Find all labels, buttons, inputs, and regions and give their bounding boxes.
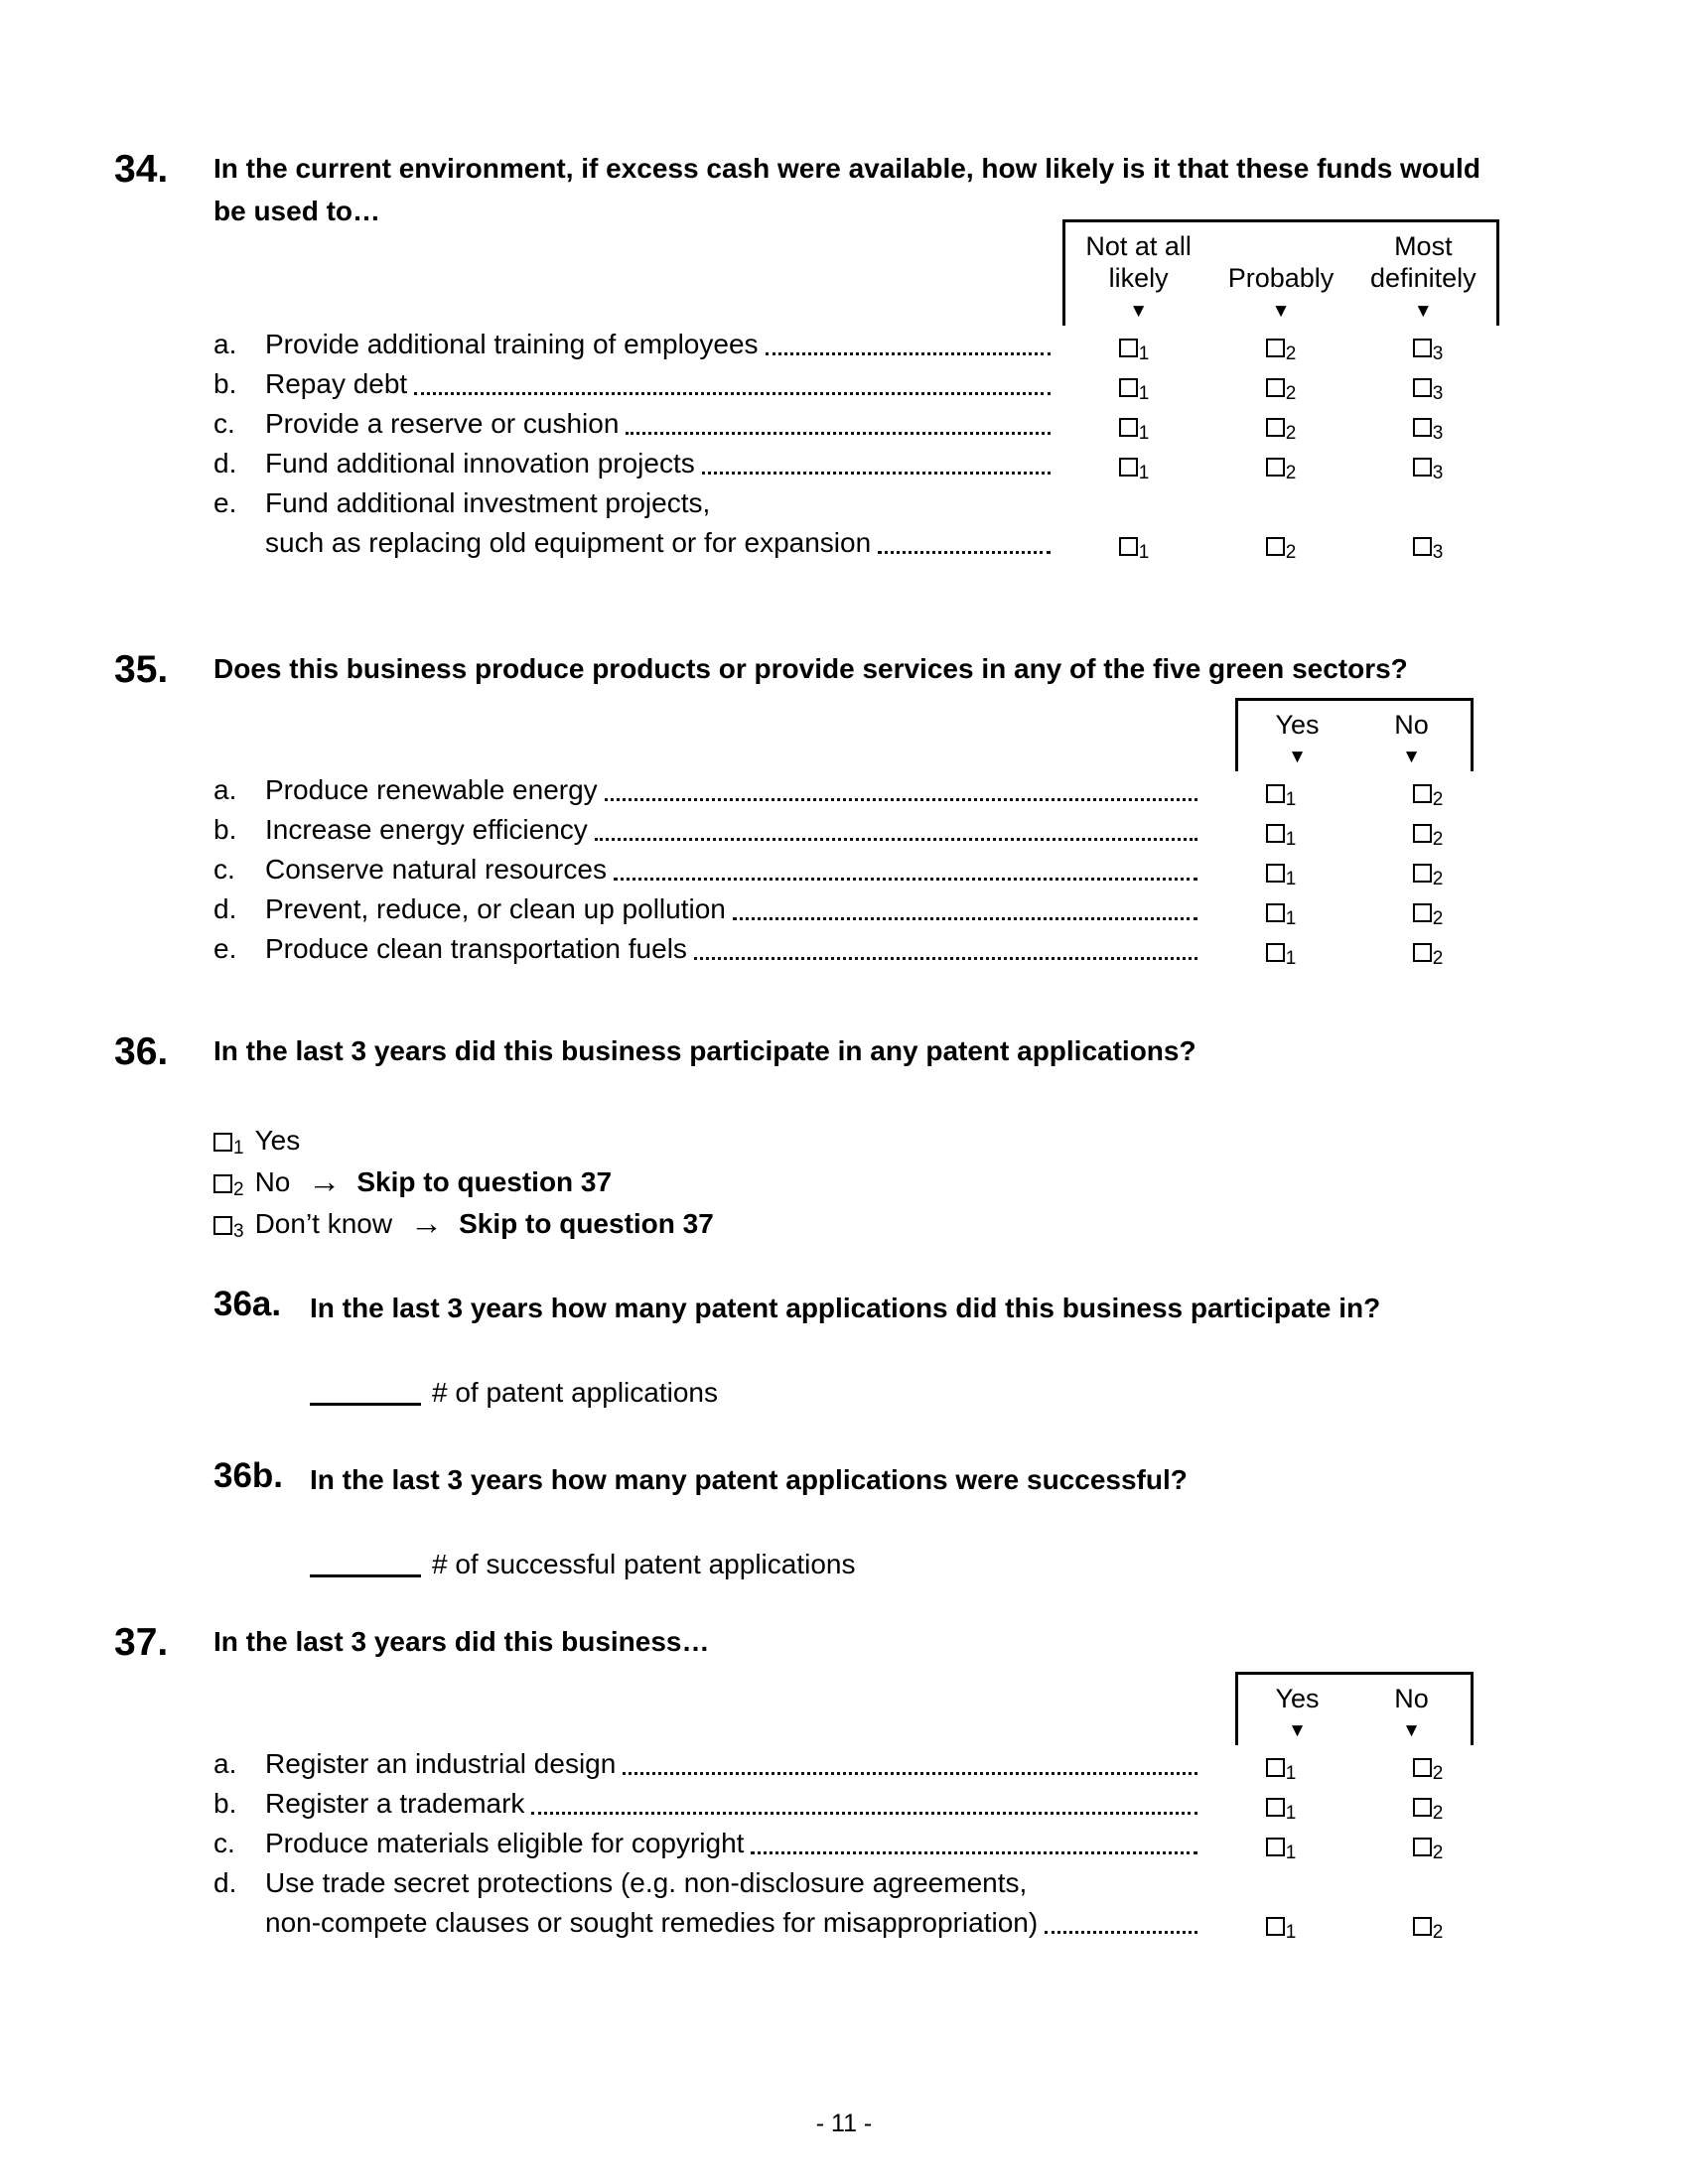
item-letter: e. [213,486,237,518]
checkbox-subscript: 1 [1285,1802,1297,1824]
checkbox-subscript: 2 [1285,422,1297,444]
checkbox-subscript: 2 [1432,1842,1444,1863]
column-header-label: Not at all likely [1085,230,1192,294]
item-text: Provide additional training of employees [265,328,759,359]
matrix-row-continuation [213,524,1501,564]
question-36 [114,1029,1501,1241]
item-text: Register an industrial design [265,1747,617,1779]
checkbox[interactable] [1266,1838,1297,1863]
checkbox-subscript: 3 [1432,422,1444,444]
checkbox-cell [1207,903,1354,929]
matrix-row [213,326,1501,365]
checkbox-cell [1207,824,1354,850]
matrix-row [213,1745,1501,1785]
dotted-leader [1045,1931,1197,1934]
checkbox[interactable] [1266,1917,1297,1943]
item-letter: e. [213,933,237,965]
right-arrow-icon: → [308,1161,342,1199]
checkbox-box-icon [1413,1838,1432,1856]
response-scale-box [1062,219,1499,326]
checkbox-subscript: 2 [1432,789,1444,811]
dotted-leader [766,352,1051,355]
checkbox-box-icon [1266,1917,1285,1936]
checkbox[interactable] [1413,864,1444,889]
question-35 [114,647,1501,971]
item-letter [213,559,265,563]
checkbox[interactable] [1413,378,1444,404]
checkbox-subscript: 1 [1285,789,1297,811]
matrix-row [213,930,1501,970]
successful-patent-applications-input[interactable] [310,1574,421,1577]
item-letter: d. [213,893,237,925]
checkbox-cell [1060,378,1207,404]
dotted-leader [595,838,1197,841]
question-number: 34. [114,148,169,191]
response-scale-box [1235,698,1474,771]
checkbox-box-icon [1413,537,1432,556]
item-text-cell [265,1867,1207,1903]
checkbox[interactable] [1413,903,1444,929]
checkbox-cell [1060,339,1207,364]
checkbox-cell [1060,537,1207,563]
checkbox-box-icon [1413,1798,1432,1817]
checkbox[interactable] [1266,418,1297,444]
down-arrow-icon: ▼ [1402,747,1421,768]
checkbox-subscript: 2 [1432,1921,1444,1943]
item-letter: c. [213,1827,235,1858]
item-text: Increase energy efficiency [265,814,588,846]
item-text-cell [265,368,1060,404]
page-number: - 11 - [815,2110,873,2137]
checkbox-box-icon [213,1174,232,1193]
response-scale-box [1235,1672,1474,1745]
checkbox-box-icon [1266,418,1285,437]
checkbox-cell [1354,1838,1501,1863]
checkbox-cell [1354,943,1501,969]
checkbox-box-icon [1119,537,1138,556]
item-text: Produce materials eligible for copyright [265,1827,745,1858]
checkbox-box-icon [1413,784,1432,803]
item-text: Repay debt [265,367,408,399]
checkbox-cell [1354,784,1501,810]
checkbox[interactable] [1266,943,1297,969]
item-text-cell [265,487,1060,523]
checkbox-box-icon [1413,339,1432,357]
item-text: Fund additional innovation projects [265,447,695,478]
question-body [310,1282,1501,1409]
item-text-cell [265,448,1060,483]
item-text: such as replacing old equipment or for expansion [265,526,872,558]
checkbox-cell [1207,1838,1354,1863]
checkbox-box-icon [1266,378,1285,397]
checkbox[interactable] [1413,824,1444,850]
item-text: Conserve natural resources [265,854,607,886]
down-arrow-icon: ▼ [1413,300,1433,322]
item-letter: d. [213,1866,237,1898]
checkbox[interactable] [1413,1917,1444,1943]
checkbox-cell [1354,1798,1501,1824]
checkbox-subscript: 1 [1285,1921,1297,1943]
question-34 [114,147,1501,564]
item-text: Use trade secret protections (e.g. non-disclosure agreements, [265,1866,1028,1898]
question-37 [114,1620,1501,1944]
column-header-label: No [1394,1683,1429,1713]
checkbox-cell [1354,903,1501,929]
dotted-leader [614,878,1197,881]
checkbox[interactable] [1266,1758,1297,1784]
checkbox[interactable] [1266,1798,1297,1824]
checkbox[interactable] [1266,784,1297,810]
item-text-cell [265,774,1207,810]
checkbox-box-icon [1413,903,1432,922]
dotted-leader [623,1772,1197,1775]
checkbox-box-icon [1413,1758,1432,1777]
checkbox-box-icon [213,1216,232,1235]
column-header-label: Probably [1227,263,1335,294]
checkbox-box-icon [1413,864,1432,883]
checkbox-cell [1207,378,1354,404]
question-text: In the last 3 years did this business… [213,1626,710,1658]
checkbox-cell [1060,458,1207,483]
checkbox[interactable] [1413,458,1444,483]
checkbox-box-icon [1266,903,1285,922]
checkbox-cell [1354,458,1501,483]
down-arrow-icon: ▼ [1288,1719,1307,1741]
checkbox-subscript: 2 [1285,462,1297,483]
checkbox-cell [1207,339,1354,364]
question-text: In the last 3 years how many patent applications did this business participate in? [310,1292,1381,1323]
checkbox-box-icon [1413,378,1432,397]
checkbox-box-icon [1119,378,1138,397]
blank-label: # of patent applications [432,1376,718,1408]
right-arrow-icon: → [410,1203,444,1241]
checkbox[interactable] [1413,537,1444,563]
dotted-leader [702,472,1051,475]
checkbox-box-icon [1413,1917,1432,1936]
checkbox[interactable] [1266,864,1297,889]
checkbox[interactable] [1413,339,1444,364]
question-body [310,1453,1501,1580]
checkbox-box-icon [1266,864,1285,883]
checkbox-subscript: 1 [1285,829,1297,851]
checkbox-subscript: 1 [1285,948,1297,970]
checkbox-box-icon [1413,943,1432,962]
checkbox-cell [1207,784,1354,810]
checkbox-cell [1207,418,1354,444]
item-text: non-compete clauses or sought remedies for misappropriation) [265,1906,1039,1938]
checkbox-box-icon [1266,943,1285,962]
checkbox[interactable] [213,1216,244,1242]
down-arrow-icon: ▼ [1129,300,1149,322]
checkbox[interactable] [1266,824,1297,850]
checkbox[interactable] [1119,339,1150,364]
checkbox-cell [1354,339,1501,364]
matrix-row [213,1785,1501,1825]
question-36a [213,1282,1501,1409]
question-number: 35. [114,647,169,691]
question-body [213,1620,1501,1944]
matrix-row [213,771,1501,811]
item-text: Produce clean transportation fuels [265,933,687,965]
checkbox[interactable] [1413,1798,1444,1824]
down-arrow-icon: ▼ [1402,1719,1421,1741]
header-row [213,698,1501,771]
column-header-label: No [1394,709,1429,740]
checkbox-subscript: 2 [1432,1762,1444,1784]
checkbox-cell [1354,418,1501,444]
item-letter: c. [213,854,235,886]
checkbox-subscript: 2 [1432,1802,1444,1824]
checkbox-box-icon [1266,1758,1285,1777]
checkbox-box-icon [1266,784,1285,803]
item-text-cell [265,408,1060,444]
checkbox-cell [1207,864,1354,889]
item-letter: a. [213,328,237,359]
matrix-row [213,365,1501,405]
checkbox[interactable] [1413,784,1444,810]
checkbox-subscript: 3 [1432,382,1444,404]
column-header [1240,1683,1354,1740]
checkbox-cell [1354,537,1501,563]
checkbox-box-icon [1266,1838,1285,1856]
checkbox[interactable] [1266,903,1297,929]
question-text: In the last 3 years did this business participate in any patent applications? [213,1035,1196,1067]
checkbox[interactable] [1119,418,1150,444]
checkbox-box-icon [1413,824,1432,843]
checkbox-subscript: 3 [233,1220,244,1242]
checkbox-cell [1207,1798,1354,1824]
item-text-cell [265,933,1207,969]
checkbox[interactable] [1119,537,1150,563]
item-letter: b. [213,1787,237,1819]
matrix-row [213,811,1501,851]
checkbox-cell [1354,378,1501,404]
question-text: In the current environment, if excess cash were available, how likely is it that these funds would be used to… [213,153,1480,227]
checkbox-subscript: 3 [1432,462,1444,483]
checkbox[interactable] [213,1133,244,1159]
patent-applications-input[interactable] [310,1403,421,1406]
checkbox[interactable] [1413,1758,1444,1784]
checkbox-box-icon [1413,458,1432,477]
checkbox-subscript: 2 [1285,342,1297,364]
checkbox-subscript: 2 [1432,869,1444,890]
q36-option-yes [213,1117,1501,1159]
checkbox[interactable] [1119,378,1150,404]
column-header-label: Yes [1275,709,1320,740]
checkbox-cell [1207,537,1354,563]
dotted-leader [751,1851,1197,1854]
item-text-cell [265,527,1060,563]
column-header [1209,230,1351,321]
checkbox-subscript: 2 [1432,908,1444,930]
item-text-cell [265,1788,1207,1824]
option-label: Yes [254,1124,301,1156]
checkbox-cell [1060,418,1207,444]
blank-label: # of successful patent applications [432,1549,856,1580]
matrix-row [213,484,1501,524]
item-text-cell [265,1828,1207,1863]
matrix-row [213,405,1501,445]
column-header [1067,230,1209,321]
down-arrow-icon: ▼ [1271,300,1291,322]
checkbox-cell [1207,458,1354,483]
checkbox[interactable] [1266,458,1297,483]
checkbox-subscript: 1 [1285,869,1297,890]
checkbox-box-icon [1119,339,1138,357]
question-text: Does this business produce products or provide services in any of the five green sectors? [213,652,1408,684]
checkbox-cell [1354,1917,1501,1943]
checkbox[interactable] [1413,1838,1444,1863]
skip-instruction: Skip to question 37 [356,1165,613,1197]
checkbox[interactable] [1266,537,1297,563]
header-row [213,219,1501,326]
question-body [213,1029,1501,1241]
checkbox-subscript: 1 [1138,541,1150,563]
checkbox-cell [1207,1917,1354,1943]
down-arrow-icon: ▼ [1288,747,1307,768]
checkbox-subscript: 3 [1432,342,1444,364]
checkbox-subscript: 1 [1285,1842,1297,1863]
matrix-row [213,851,1501,890]
checkbox-cell [1207,1758,1354,1784]
question-number: 37. [114,1621,169,1665]
item-text-cell [265,814,1207,850]
item-text-cell [265,893,1207,929]
question-number: 36. [114,1030,169,1074]
item-text: Prevent, reduce, or clean up pollution [265,893,726,925]
dotted-leader [694,957,1197,960]
option-label: No [254,1165,291,1197]
dotted-leader [626,432,1051,435]
item-text: Produce renewable energy [265,774,598,806]
matrix-row [213,445,1501,484]
checkbox-box-icon [1413,418,1432,437]
item-letter: d. [213,447,237,478]
checkbox-box-icon [1266,1798,1285,1817]
item-text-cell [265,329,1060,364]
dotted-leader [878,551,1051,554]
dotted-leader [531,1812,1197,1815]
column-header [1354,709,1469,766]
checkbox-subscript: 1 [1138,342,1150,364]
checkbox-subscript: 2 [1432,829,1444,851]
checkbox-box-icon [1266,824,1285,843]
item-letter: c. [213,407,235,439]
item-text-cell [265,854,1207,889]
checkbox-subscript: 2 [233,1178,244,1200]
item-letter: b. [213,814,237,846]
checkbox-subscript: 1 [1138,422,1150,444]
item-text: Provide a reserve or cushion [265,407,620,439]
checkbox-box-icon [1119,458,1138,477]
answer-row [310,1377,1501,1409]
checkbox-box-icon [1266,339,1285,357]
item-text-cell [265,1748,1207,1784]
checkbox-box-icon [213,1133,232,1152]
question-number: 36b. [213,1455,284,1495]
matrix-row [213,1825,1501,1864]
column-header-label: Most definitely [1370,230,1477,294]
checkbox[interactable] [1266,339,1297,364]
item-letter: b. [213,367,237,399]
checkbox-subscript: 2 [1285,541,1297,563]
item-text: Fund additional investment projects, [265,486,711,518]
question-body [213,647,1501,971]
question-body [213,147,1501,564]
question-36b [213,1453,1501,1580]
checkbox-box-icon [1266,458,1285,477]
column-header-label: Yes [1275,1683,1320,1713]
item-text: Register a trademark [265,1787,525,1819]
answer-row [310,1549,1501,1580]
checkbox[interactable] [213,1174,244,1200]
checkbox-subscript: 1 [1285,1762,1297,1784]
matrix-row [213,1864,1501,1904]
q36-option-no [213,1159,1501,1200]
response-matrix [213,1672,1501,1944]
checkbox-cell [1354,824,1501,850]
response-matrix [213,219,1501,564]
skip-instruction: Skip to question 37 [459,1207,714,1239]
response-matrix [213,698,1501,970]
column-header [1352,230,1494,321]
item-letter: a. [213,774,237,806]
checkbox-cell [1207,943,1354,969]
matrix-row [213,890,1501,930]
column-header [1240,709,1354,766]
checkbox-box-icon [1266,537,1285,556]
header-row [213,1672,1501,1745]
checkbox-subscript: 1 [1138,462,1150,483]
item-text-cell [265,1907,1207,1943]
column-header [1354,1683,1469,1740]
question-text: In the last 3 years how many patent applications were successful? [310,1463,1188,1495]
dotted-leader [733,917,1197,920]
checkbox-subscript: 2 [1432,948,1444,970]
item-letter: a. [213,1747,237,1779]
q36-options [213,1117,1501,1242]
checkbox-subscript: 1 [233,1137,244,1159]
q36-option-dont-know [213,1200,1501,1242]
checkbox-cell [1354,1758,1501,1784]
option-label: Don’t know [254,1207,393,1239]
checkbox-cell [1354,864,1501,889]
checkbox-subscript: 3 [1432,541,1444,563]
checkbox[interactable] [1413,943,1444,969]
checkbox[interactable] [1266,378,1297,404]
dotted-leader [414,392,1051,395]
question-number: 36a. [213,1284,282,1323]
checkbox[interactable] [1119,458,1150,483]
checkbox[interactable] [1413,418,1444,444]
matrix-row-continuation [213,1904,1501,1944]
checkbox-subscript: 1 [1285,908,1297,930]
dotted-leader [605,798,1197,801]
checkbox-subscript: 1 [1138,382,1150,404]
checkbox-subscript: 2 [1285,382,1297,404]
item-letter [213,1939,265,1943]
checkbox-box-icon [1119,418,1138,437]
